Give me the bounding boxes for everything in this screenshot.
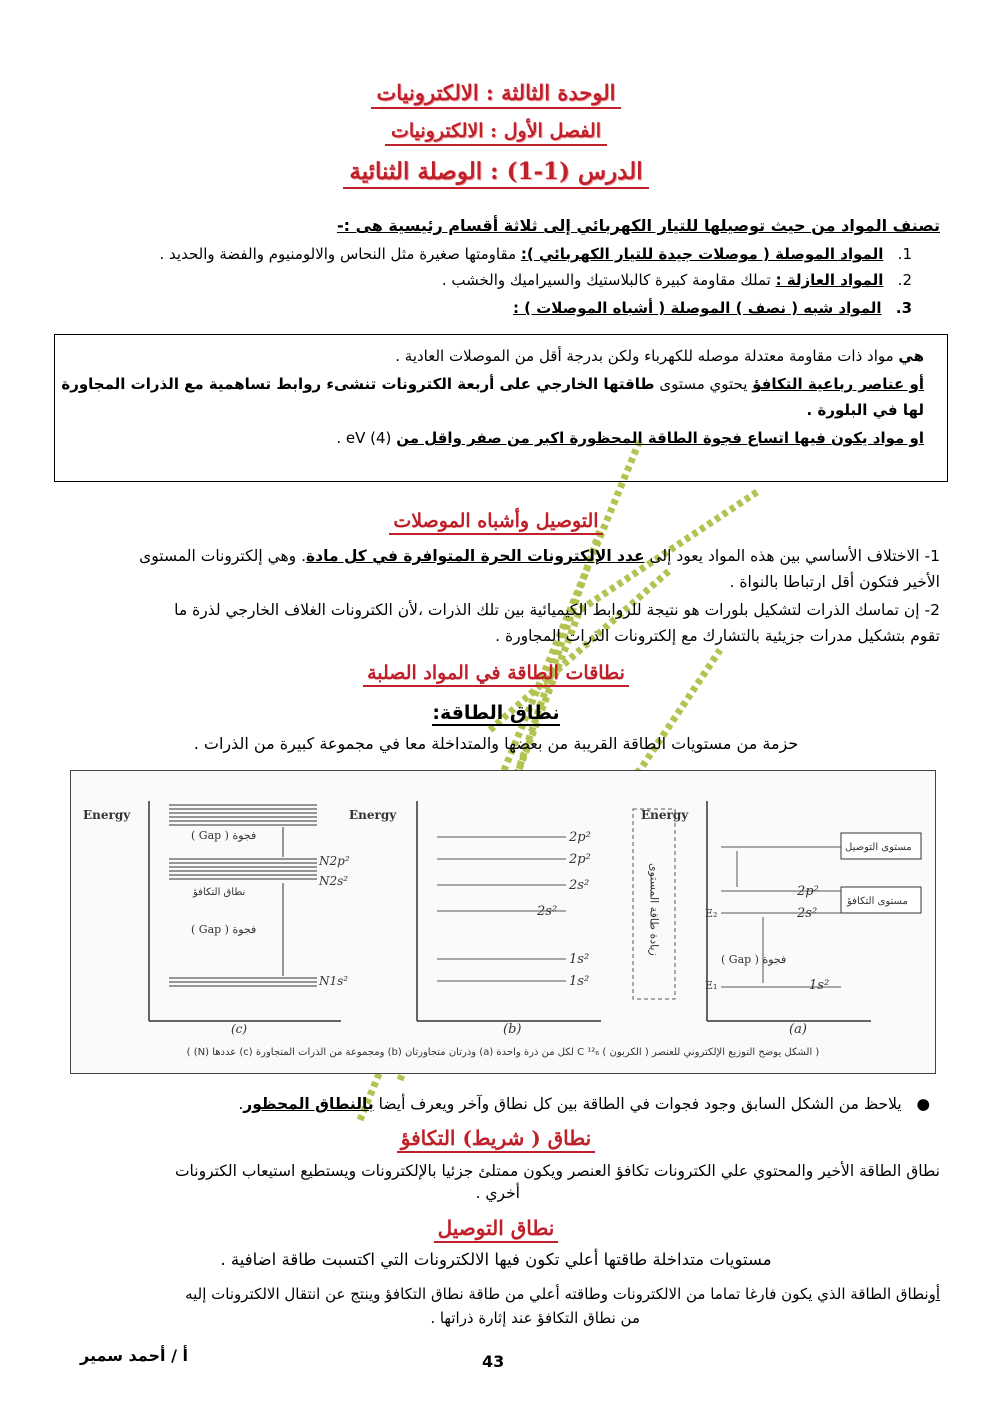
panel-c [83, 801, 350, 1036]
panel-b [349, 801, 601, 1037]
svg-text:Energy: Energy [349, 808, 397, 822]
definition-line: او مواد يكون فيها اتساع فجوة الطاقة المحظورة اكبر من صفر واقل من eV (4) . [336, 429, 924, 447]
svg-text:1s²: 1s² [569, 952, 590, 967]
svg-text:Energy: Energy [641, 808, 689, 822]
intro-heading: تصنف المواد من حيث توصيلها للتيار الكهربائي إلى ثلاثة أقسام رئيسية هى :- [336, 216, 940, 235]
section-title-conduction-band: نطاق التوصيل [0, 1216, 992, 1240]
svg-text:Energy: Energy [83, 808, 131, 822]
svg-text:مستوى التوصيل: مستوى التوصيل [845, 842, 912, 853]
energy-band-figure [70, 770, 936, 1074]
definition-line: أو عناصر رباعية التكافؤ يحتوي مستوى طاقتها الخارجي على أربعة الكترونات تنشىء روابط تساهمية مع الذرات المجاورة [61, 375, 924, 393]
svg-text:2p²: 2p² [569, 830, 591, 845]
figure-caption: ( الشكل يوضح التوزيع الإلكتروني للعنصر ( الكربون ) C ¹²₆ لكل من ذرة واحدة (a) وذرتان متجاورتان (b) ومجموعة من الذرات المتجاورة (c) عددها (N) ) [186, 1047, 820, 1058]
svg-text:( Gap ) فجوة: ( Gap ) فجوة [721, 953, 787, 966]
section-title-valence: نطاق ( شريط) التكافؤ [0, 1126, 992, 1150]
valence-paragraph: نطاق الطاقة الأخير والمحتوي علي الكترونات تكافؤ العنصر ويكون ممتلئ جزئيا بالإلكترونات ويستطيع استيعاب الكترونات أخري . [174, 1162, 940, 1202]
energy-diagram [71, 771, 935, 1073]
svg-text:E₁: E₁ [705, 979, 718, 992]
paragraph-line: 1- الاختلاف الأساسي بين هذه المواد يعود إلى عدد الإلكترونات الحرة المتوافرة في كل مادة. وهي إلكترونات المستوى [139, 547, 940, 565]
paragraph-line: الأخير فتكون أقل ارتباطا بالنواة . [729, 573, 940, 591]
definition-line: لها في البلورة . [806, 401, 924, 419]
definition-line: هي مواد ذات مقاومة معتدلة موصله للكهرباء ولكن بدرجة أقل من الموصلات العادية . [395, 347, 924, 365]
bullet-icon: ● [916, 1095, 930, 1113]
panel-a [641, 801, 921, 1037]
chapter-title: الفصل الأول : الالكترونيات [0, 120, 992, 142]
svg-text:2p²: 2p² [797, 884, 819, 899]
paragraph-line: 2- إن تماسك الذرات لتشكيل بلورات هو نتيجة للروابط الكيميائية بين تلك الذرات ،لأن الكترونات الغلاف الخارجي لذرة ما [174, 601, 940, 619]
conduction-band-line: من نطاق التكافؤ عند إثارة ذراتها . [430, 1309, 640, 1327]
svg-text:2s²: 2s² [569, 878, 590, 893]
lesson-title: الدرس (1-1) : الوصلة الثنائية [0, 158, 992, 185]
svg-text:(b): (b) [503, 1022, 522, 1037]
svg-text:( Gap ) فجوة: ( Gap ) فجوة [191, 923, 257, 936]
unit-title: الوحدة الثالثة : الالكترونيات [0, 80, 992, 105]
svg-text:E₂: E₂ [705, 907, 718, 920]
list-item: 3. المواد شبه ( نصف ) الموصلة ( أشباه الموصلات ) : [512, 299, 912, 317]
svg-text:(c): (c) [231, 1022, 248, 1036]
section-title-bands: نطاقات الطاقة في المواد الصلبة [0, 662, 992, 684]
svg-text:زيادة طاقة المستوى: زيادة طاقة المستوى [647, 863, 661, 956]
svg-text:( Gap ) فجوة: ( Gap ) فجوة [191, 829, 257, 842]
svg-text:1s²: 1s² [569, 974, 590, 989]
svg-text:2s²: 2s² [797, 906, 818, 921]
conduction-band-line: مستويات متداخلة طاقتها أعلي تكون فيها الالكترونات التي اكتسبت طاقة اضافية . [220, 1250, 772, 1269]
list-item: 1. المواد الموصلة ( موصلات جيدة للتيار الكهربائي ): مقاومتها صغيرة مثل النحاس والالومنيوم والفضة والحديد . [159, 245, 912, 263]
svg-text:مستوى التكافؤ: مستوى التكافؤ [847, 896, 908, 907]
note-line: ● يلاحظ من الشكل السابق وجود فجوات في الطاقة بين كل نطاق وآخر ويعرف أيضا بالنطاق المحظور. [238, 1095, 930, 1113]
conduction-band-line: أونطاق الطاقة الذي يكون فارغا تماما من الالكترونات وطاقته أعلي من طاقة نطاق التكافؤ وينتج عن انتقال الالكترونات إليه [185, 1285, 940, 1303]
svg-text:(a): (a) [789, 1022, 807, 1037]
svg-text:N1s²: N1s² [319, 974, 349, 988]
svg-text:N2p²: N2p² [319, 854, 350, 868]
energy-increase-label [633, 809, 675, 999]
list-item: 2. المواد العازلة : تملك مقاومة كبيرة كالبلاستيك والسيراميك والخشب . [441, 271, 912, 289]
paragraph-line: تقوم بتشكيل مدرات جزيئية بالتشارك مع إلكترونات الذرات المجاورة . [495, 627, 940, 645]
energy-band-subtitle: نطاق الطاقة: [432, 702, 560, 724]
section-title-conduction: التوصيل وأشباه الموصلات [0, 510, 992, 532]
svg-text:N2s²: N2s² [319, 874, 349, 888]
energy-band-definition: حزمة من مستويات الطاقة القريبة من بعضها والمتداخلة معا في مجموعة كبيرة من الذرات . [193, 734, 799, 753]
svg-text:2p²: 2p² [569, 852, 591, 867]
author: أ / أحمد سمير [80, 1346, 188, 1365]
page-number: 43 [482, 1352, 505, 1371]
svg-text:1s²: 1s² [809, 978, 830, 993]
svg-text:نطاق التكافؤ: نطاق التكافؤ [193, 887, 246, 898]
svg-text:2s²: 2s² [537, 904, 558, 919]
